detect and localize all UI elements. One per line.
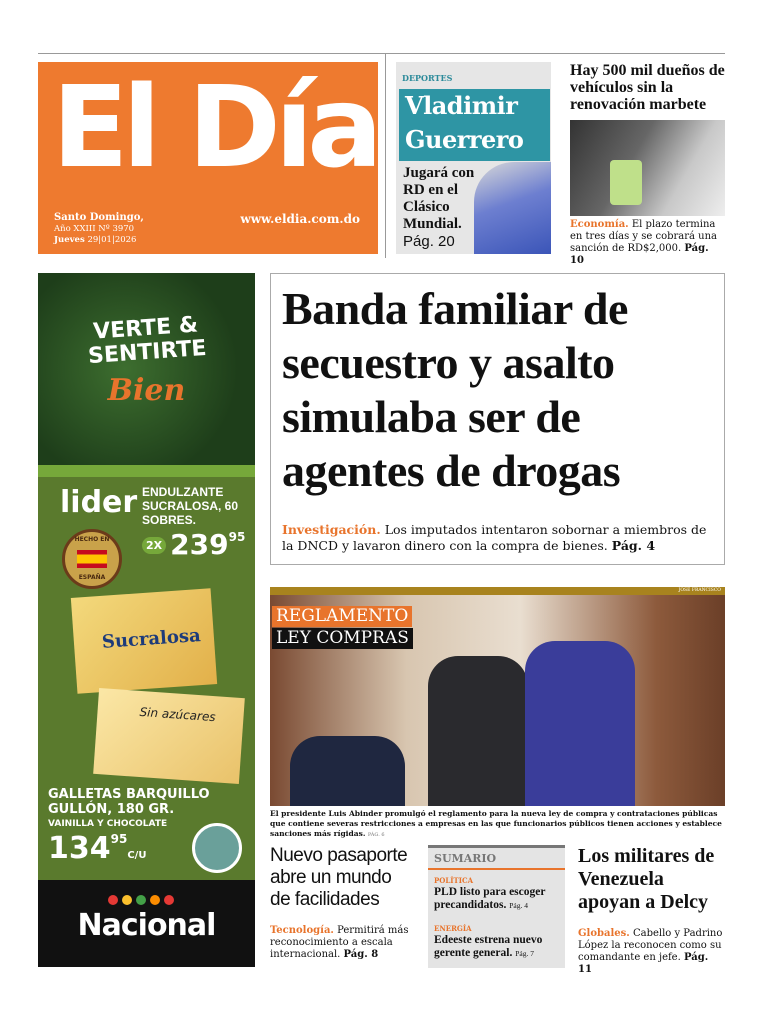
page-ref: Pág. 4 <box>611 538 656 553</box>
product-variant: VAINILLA Y CHOCOLATE <box>48 819 168 829</box>
section-label: DEPORTES <box>402 73 453 83</box>
caption-page: PÁG. 6 <box>367 832 385 838</box>
date-line <box>54 235 136 245</box>
summary-box <box>428 845 565 968</box>
summary-item[interactable] <box>428 870 565 912</box>
city: Santo Domingo, <box>54 212 144 223</box>
lead-headline: Banda familiar de secuestro y asalto simulaba ser de agentes de drogas <box>282 283 628 496</box>
product-name: GALLETAS BARQUILLO GULLÓN, 180 GR. <box>48 787 210 817</box>
summary-title: SUMARIO <box>428 848 565 870</box>
sugar-free-badge-icon <box>192 823 242 873</box>
ad-slogan: VERTE & SENTIRTE <box>87 312 208 370</box>
year-issue: Año XXIII Nº 3970 <box>54 224 135 234</box>
photo-bar <box>270 587 725 595</box>
person <box>525 641 635 806</box>
item-section: POLÍTICA <box>434 876 474 885</box>
economy-story[interactable] <box>563 62 725 267</box>
story-headline: Los militares de Venezuela apoyan a Delcy <box>578 845 715 913</box>
price: $239^{95}$ <box>170 528 246 561</box>
store-footer <box>38 880 255 967</box>
weekday: Jueves <box>54 235 85 245</box>
photo-tag: LEY COMPRAS <box>272 628 413 649</box>
venezuela-story[interactable] <box>578 845 725 976</box>
sucralosa-box: Sucralosa <box>71 588 217 694</box>
ad-stripe <box>38 465 255 477</box>
spain-seal-icon: HECHO EN ESPAÑA <box>62 529 122 589</box>
store-logo-dots-icon <box>108 895 174 905</box>
photo-credit: JOSE FRANCISCO <box>678 588 721 593</box>
passport-story[interactable] <box>270 845 415 961</box>
item-headline: Edeeste estrena nuevo gerente general. Pág. 7 <box>434 934 543 959</box>
item-headline: PLD listo para escoger precandidatos. Pág. 4 <box>434 886 546 911</box>
teaser-title: Vladimir Guerrero <box>399 89 550 161</box>
teaser-deck: Jugará con RD en el Clásico Mundial. <box>403 165 475 232</box>
caption-text: El presidente Luis Abinder promulgó el reglamento para la nueva ley de compra y contrataciones públicas que contiene severas restricciones a empresas en las que funcionarios públicos tienen acciones y establece sanciones más rígidas. <box>270 809 722 838</box>
story-summary: Globales. Cabello y Padrino López la reconocen como su comandante en jefe. Pág. 11 <box>578 928 723 975</box>
person <box>290 736 405 806</box>
main-photo[interactable] <box>270 587 725 806</box>
teaser-text <box>403 165 489 251</box>
website-link[interactable]: www.eldia.com.do <box>240 212 360 226</box>
person <box>428 656 528 806</box>
kicker: Economía. <box>570 219 629 230</box>
summary-text: Los imputados intentaron sobornar a miembros de la DNCD y lavaron dinero con la compra de bienes. <box>282 522 707 553</box>
story-summary: Tecnología. Permitirá más reconocimiento a escala internacional. Pág. 8 <box>270 925 409 960</box>
summary-text: El plazo termina en tres días y se cobrará una sanción de RD$2,000. <box>570 219 718 254</box>
photo-caption <box>270 809 725 840</box>
ad-slogan-script: Bien <box>107 373 186 408</box>
story-headline: Nuevo pasaporte abre un mundo de facilidades <box>270 845 408 910</box>
logo: El Día <box>52 63 377 193</box>
price: $134^{95}C/U$ <box>48 831 147 866</box>
page-ref: Pág. 20 <box>403 233 455 250</box>
store-logo: Nacional <box>77 908 216 943</box>
page-ref: Pág. 10 <box>570 243 709 266</box>
story-headline: Hay 500 mil dueños de vehículos sin la renovación marbete <box>570 62 725 113</box>
product-offer <box>142 485 252 561</box>
story-summary <box>563 219 725 267</box>
lead-summary <box>282 512 713 554</box>
product-name: ENDULZANTE SUCRALOSA, 60 SOBRES. <box>142 485 239 527</box>
cookies-box: Sin azúcares <box>93 688 245 784</box>
marbete-photo <box>570 120 725 216</box>
kicker: Investigación. <box>282 522 381 537</box>
advertisement[interactable] <box>38 273 255 967</box>
divider <box>385 53 386 258</box>
date: 29|01|2026 <box>87 235 137 245</box>
lead-story[interactable] <box>270 273 725 565</box>
multi-badge: 2X <box>142 537 166 554</box>
summary-item[interactable] <box>428 918 565 960</box>
sports-teaser[interactable] <box>396 62 551 254</box>
brand-logo: lider <box>60 485 138 520</box>
masthead[interactable] <box>38 62 378 254</box>
item-section: ENERGÍA <box>434 924 472 933</box>
top-rule <box>38 53 725 54</box>
photo-tag: REGLAMENTO <box>272 606 412 627</box>
